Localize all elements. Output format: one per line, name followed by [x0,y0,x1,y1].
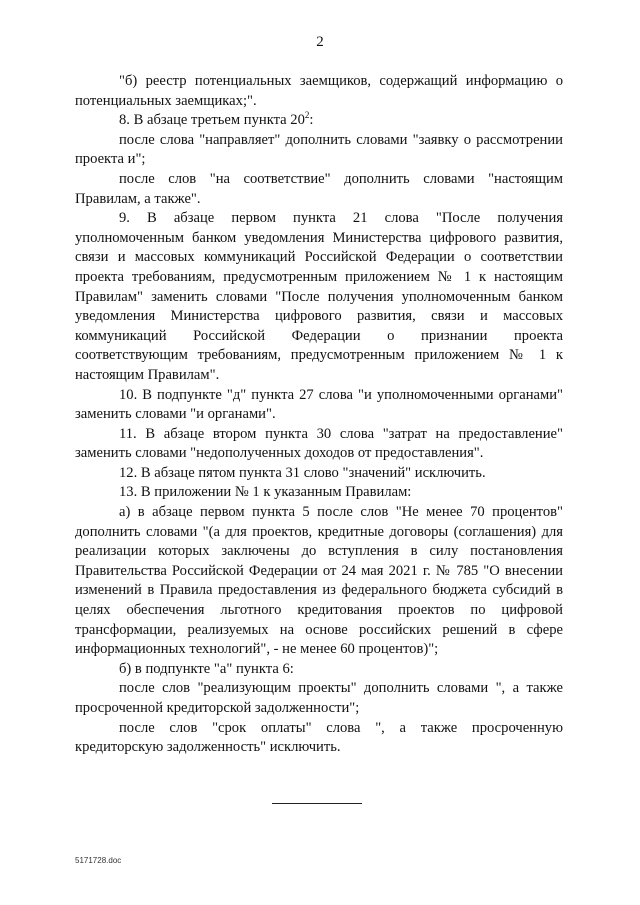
document-body [75,72,563,758]
paragraph: после слов "на соответствие" дополнить словами "настоящим Правилам, а также". [75,170,563,207]
paragraph-subitem-a: а) в абзаце первом пункта 5 после слов "Не менее 70 процентов" дополнить словами "(а для проектов, кредитные договоры (соглашения) для реализации которых заключены до вступления в силу постановления Правительства Российской Федерации от 24 мая 2021 г. № 785 "О внесении изменений в Правила предоставления из федерального бюджета субсидий в целях обеспечения льготного кредитования проектов по цифровой трансформации, реализуемых на основе российских решений в сфере информационных технологий", - не менее 60 процентов)"; [75,504,563,658]
file-id: 5171728.doc [75,856,122,865]
paragraph-item-12: 12. В абзаце пятом пункта 31 слово "значений" исключить. [119,464,486,481]
end-divider [272,803,362,804]
paragraph-item-8-text: 8. В абзаце третьем пункта 20 [119,112,305,129]
paragraph-item-9: 9. В абзаце первом пункта 21 слова "После получения уполномоченным банком уведомления Министерства цифрового развития, связи и массовых коммуникаций Российской Федерации о соответствии проекта требованиям, предусмотренным приложением № 1 к настоящим Правилам" заменить словами "После получения уполномоченным банком уведомления Министерства цифрового развития, связи и массовых коммуникаций Российской Федерации о признании проекта соответствующим требованиям, предусмотренным приложением № 1 к настоящим Правилам". [75,210,563,383]
superscript: 2 [304,110,310,121]
paragraph-item-10: 10. В подпункте "д" пункта 27 слова "и уполномоченными органами" заменить словами "и органами". [75,386,563,423]
page-number: 2 [316,34,324,50]
paragraph: после слов "срок оплаты" слова ", а также просроченную кредиторскую задолженность" исключить. [75,719,563,756]
paragraph-subitem-b: б) в подпункте "а" пункта 6: [119,660,294,677]
paragraph-item-13: 13. В приложении № 1 к указанным Правилам: [119,484,412,501]
paragraph: после слов "реализующим проекты" дополнить словами ", а также просроченной кредиторской задолженности"; [75,680,563,716]
paragraph-continuation: "б) реестр потенциальных заемщиков, содержащий информацию о потенциальных заемщиках;". [75,73,563,109]
paragraph: после слова "направляет" дополнить словами "заявку о рассмотрении проекта и"; [75,131,563,168]
paragraph-item-11: 11. В абзаце втором пункта 30 слова "затрат на предоставление" заменить словами "недополученных доходов от предоставления". [75,425,563,462]
paragraph-item-8 [75,111,563,131]
paragraph-item-8-tail: : [309,112,314,129]
